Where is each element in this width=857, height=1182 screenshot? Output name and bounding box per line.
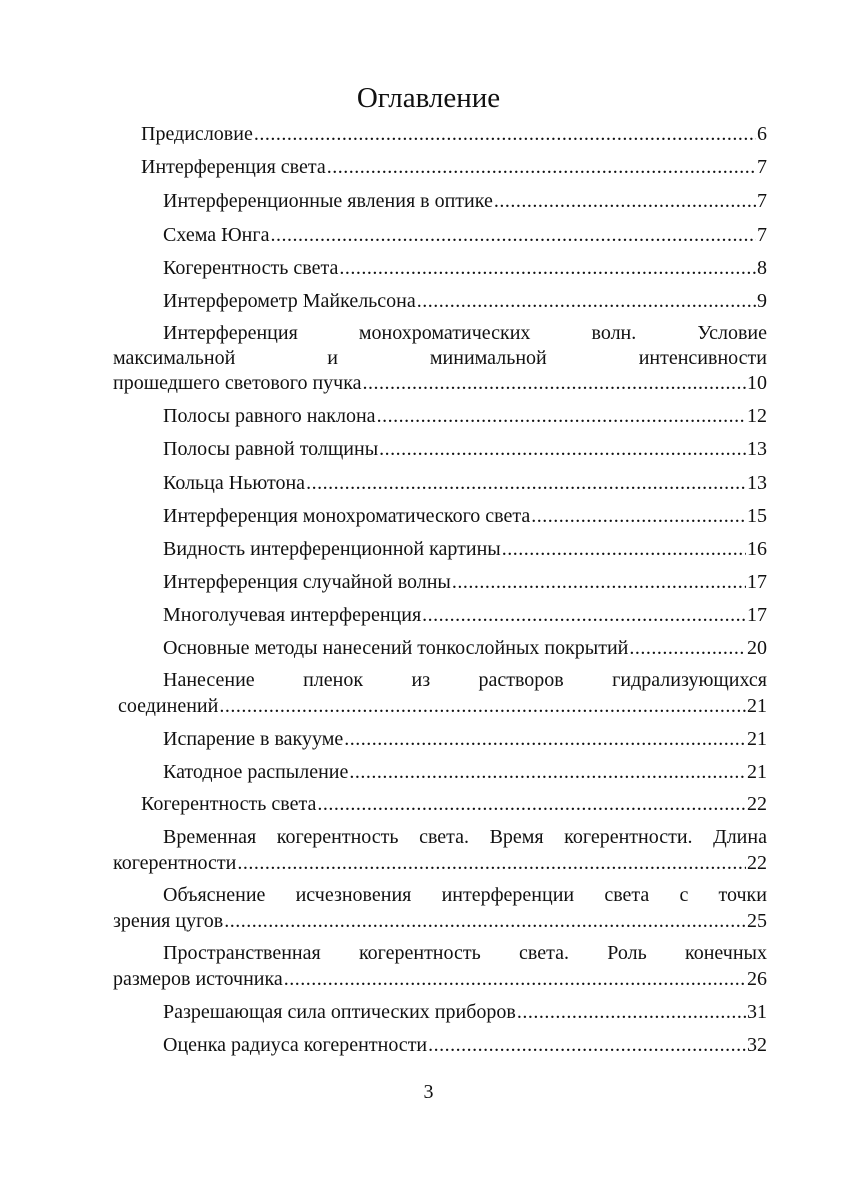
toc-word: точки (718, 884, 767, 906)
toc-entry-page: 9 (757, 290, 767, 312)
toc-entry-page: 7 (757, 224, 767, 246)
toc-entry-title: прошедшего светового пучка (113, 372, 362, 394)
toc-word: максимальной (113, 347, 236, 369)
toc-word: Нанесение (163, 669, 255, 691)
toc-entry-title: зрения цугов (113, 910, 224, 932)
toc-entry-page: 12 (747, 405, 767, 427)
toc-entry[interactable] (163, 471, 767, 495)
toc-entry[interactable] (163, 289, 767, 313)
toc-word: Длина (713, 826, 767, 848)
toc-entry-title: Испарение в вакууме (163, 728, 344, 750)
toc-word: пленок (303, 669, 364, 691)
toc-word: света. (519, 942, 569, 964)
toc-word: монохроматических (358, 322, 531, 344)
toc-entry-page: 25 (747, 910, 767, 932)
toc-entry-page: 13 (747, 438, 767, 460)
toc-entry-title: Видность интерференционной картины (163, 538, 501, 560)
toc-entry[interactable] (113, 967, 767, 991)
dot-leader (422, 603, 746, 627)
toc-word: Время (489, 826, 544, 848)
dot-leader (270, 223, 756, 247)
toc-entry-page: 20 (747, 637, 767, 659)
toc-entry-page: 6 (757, 123, 767, 145)
toc-entry[interactable] (163, 603, 767, 627)
dot-leader (531, 504, 746, 528)
toc-entry-page: 17 (747, 604, 767, 626)
toc-word: из (411, 669, 431, 691)
toc-entry[interactable] (141, 792, 767, 816)
toc-word: Объяснение (163, 884, 266, 906)
toc-word: конечных (685, 942, 767, 964)
toc-entry-title: Схема Юнга (163, 224, 270, 246)
toc-word: интерференции (441, 884, 575, 906)
toc-entry-page: 21 (747, 761, 767, 783)
toc-entry-page: 22 (747, 852, 767, 874)
toc-entry[interactable] (163, 256, 767, 280)
toc-entry-page: 17 (747, 571, 767, 593)
toc-entry[interactable] (163, 636, 767, 660)
dot-leader (219, 694, 746, 718)
toc-entry-line[interactable] (163, 668, 767, 692)
toc-entry[interactable] (113, 909, 767, 933)
toc-entry-line[interactable] (163, 321, 767, 345)
toc-entry[interactable] (163, 537, 767, 561)
dot-leader (254, 122, 756, 146)
toc-entry-page: 15 (747, 505, 767, 527)
toc-entry[interactable] (163, 1033, 767, 1057)
toc-entry-page: 32 (747, 1034, 767, 1056)
toc-entry-page: 31 (747, 1001, 767, 1023)
toc-entry-title: Интерференция случайной волны (163, 571, 451, 593)
toc-entry-line[interactable] (163, 883, 767, 907)
dot-leader (377, 404, 746, 428)
toc-word: минимальной (429, 347, 547, 369)
toc-word: когерентность (358, 942, 481, 964)
dot-leader (428, 1033, 746, 1057)
dot-leader (379, 437, 746, 461)
toc-entry-title: Когерентность света (141, 793, 317, 815)
dot-leader (237, 851, 746, 875)
toc-entry-title: Предисловие (141, 123, 253, 145)
toc-entry-title: Когерентность света (163, 257, 339, 279)
dot-leader (502, 537, 746, 561)
toc-entry[interactable] (141, 155, 767, 179)
toc-entry-page: 22 (747, 793, 767, 815)
toc-entry[interactable] (113, 851, 767, 875)
toc-entry-title: соединений (118, 695, 219, 717)
toc-entry-title: когерентности (113, 852, 237, 874)
toc-entry[interactable] (163, 189, 767, 213)
dot-leader (494, 189, 756, 213)
toc-word: растворов (478, 669, 564, 691)
toc-entry[interactable] (118, 694, 767, 718)
toc-entry-line[interactable] (163, 941, 767, 965)
toc-entry[interactable] (113, 371, 767, 395)
toc-entry-page: 16 (747, 538, 767, 560)
toc-entry-page: 7 (757, 156, 767, 178)
toc-word: Пространственная (163, 942, 321, 964)
page-title: Оглавление (356, 82, 501, 114)
dot-leader (317, 792, 746, 816)
page-number: 3 (423, 1081, 434, 1103)
toc-entry-page: 21 (747, 728, 767, 750)
toc-word: с (679, 884, 689, 906)
toc-entry-page: 21 (747, 695, 767, 717)
toc-word: волн. (591, 322, 637, 344)
toc-word: и (327, 347, 338, 369)
toc-entry[interactable] (141, 122, 767, 146)
toc-entry-title: Основные методы нанесений тонкослойных покрытий (163, 637, 629, 659)
toc-word: гидрализующихся (612, 669, 767, 691)
toc-entry-title: Полосы равной толщины (163, 438, 379, 460)
toc-entry-title: Катодное распыление (163, 761, 349, 783)
toc-entry-title: Интерференционные явления в оптике (163, 190, 493, 212)
toc-entry-page: 8 (757, 257, 767, 279)
toc-entry-line[interactable] (113, 346, 767, 370)
toc-word: интенсивности (638, 347, 767, 369)
toc-entry-title: Интерферометр Майкельсона (163, 290, 416, 312)
toc-entry[interactable] (163, 570, 767, 594)
dot-leader (363, 371, 747, 395)
toc-entry-title: Разрешающая сила оптических приборов (163, 1001, 516, 1023)
dot-leader (349, 760, 746, 784)
toc-entry[interactable] (163, 223, 767, 247)
dot-leader (306, 471, 746, 495)
toc-entry-title: Интерференция света (141, 156, 326, 178)
dot-leader (327, 155, 756, 179)
toc-entry[interactable] (163, 504, 767, 528)
toc-entry-title: Интерференция монохроматического света (163, 505, 531, 527)
toc-word: Интерференция (163, 322, 298, 344)
toc-entry-title: Полосы равного наклона (163, 405, 376, 427)
toc-entry[interactable] (163, 1000, 767, 1024)
toc-word: Роль (607, 942, 647, 964)
toc-entry-page: 7 (757, 190, 767, 212)
toc-entry[interactable] (163, 404, 767, 428)
dot-leader (339, 256, 756, 280)
dot-leader (452, 570, 746, 594)
toc-entry-title: Многолучевая интерференция (163, 604, 422, 626)
toc-word: света. (419, 826, 470, 848)
toc-entry-page: 26 (747, 968, 767, 990)
toc-entry-page: 13 (747, 472, 767, 494)
toc-word: Временная (163, 826, 257, 848)
toc-entry[interactable] (163, 760, 767, 784)
toc-entry[interactable] (163, 437, 767, 461)
dot-leader (284, 967, 746, 991)
dot-leader (344, 727, 746, 751)
toc-word: Условие (697, 322, 767, 344)
toc-word: света (604, 884, 650, 906)
toc-entry[interactable] (163, 727, 767, 751)
toc-word: исчезновения (295, 884, 412, 906)
toc-entry-title: размеров источника (113, 968, 283, 990)
toc-entry-line[interactable] (163, 825, 767, 849)
toc-entry-title: Оценка радиуса когерентности (163, 1034, 428, 1056)
dot-leader (417, 289, 756, 313)
dot-leader (629, 636, 746, 660)
toc-entry-page: 10 (747, 372, 767, 394)
dot-leader (517, 1000, 746, 1024)
toc-word: когерентности. (564, 826, 693, 848)
toc-word: когерентность (276, 826, 399, 848)
dot-leader (224, 909, 746, 933)
toc-entry-title: Кольца Ньютона (163, 472, 306, 494)
